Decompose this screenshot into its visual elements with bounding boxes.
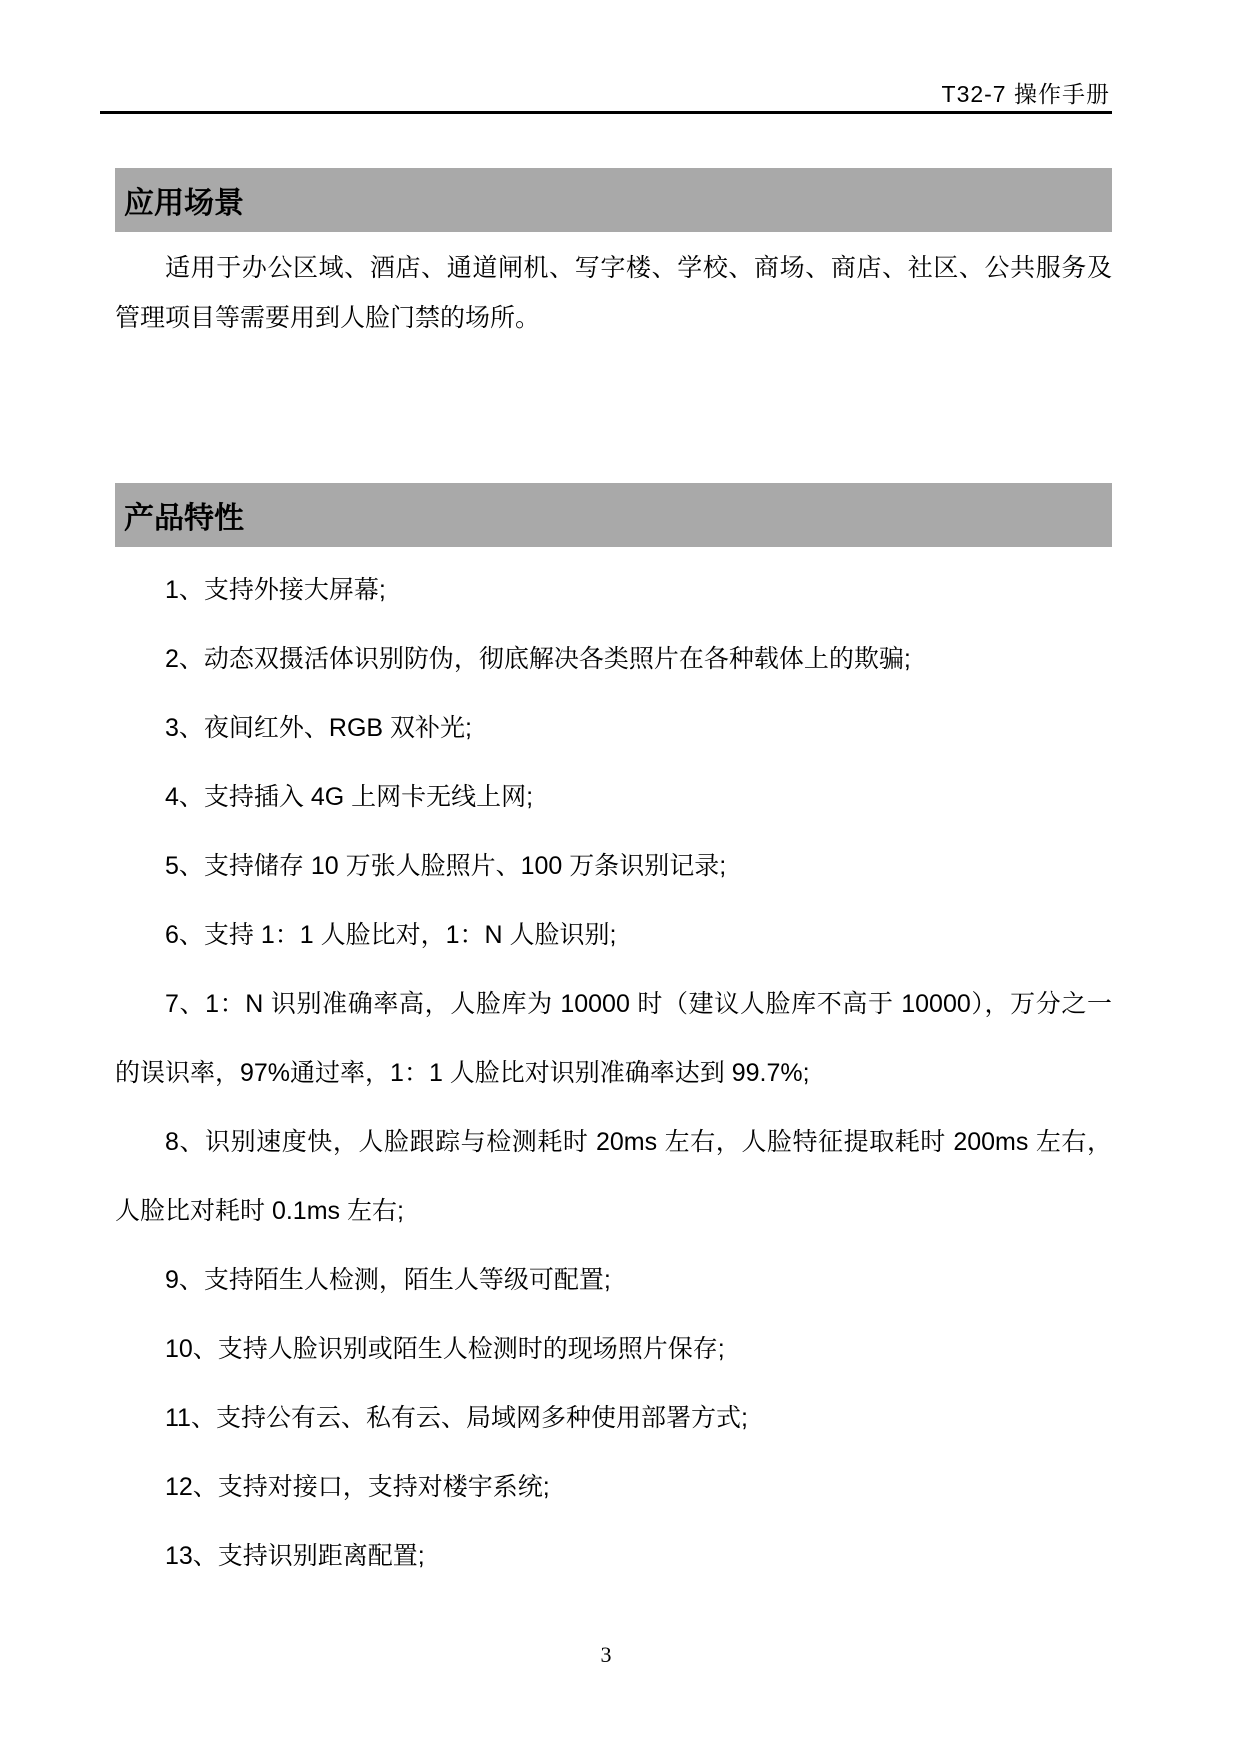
feature-item: 5、支持储存 10 万张人脸照片、100 万条识别记录; (165, 852, 727, 880)
feature-item: 12、支持对接口，支持对楼宇系统; (165, 1473, 550, 1501)
section-heading-label: 应用场景 (124, 187, 244, 220)
feature-item: 9、支持陌生人检测，陌生人等级可配置; (165, 1266, 611, 1294)
feature-item: 6、支持 1：1 人脸比对，1：N 人脸识别; (165, 921, 617, 949)
section-heading-label: 产品特性 (124, 502, 244, 535)
feature-item: 2、动态双摄活体识别防伪，彻底解决各类照片在各种载体上的欺骗; (165, 645, 911, 673)
feature-item: 11、支持公有云、私有云、局域网多种使用部署方式; (165, 1404, 748, 1432)
page-number: 3 (600, 1642, 612, 1667)
application-scenarios-paragraph: 适用于办公区域、酒店、通道闸机、写字楼、学校、商场、商店、社区、公共服务及管理项目等需要用到人脸门禁的场所。 (115, 254, 1112, 332)
feature-item: 1、支持外接大屏幕; (165, 576, 386, 604)
features-list (115, 556, 1112, 1591)
feature-item: 7、1：N 识别准确率高，人脸库为 10000 时（建议人脸库不高于 10000），万分之一的误识率，97%通过率，1：1 人脸比对识别准确率达到 99.7%; (115, 990, 1112, 1087)
section-heading-features (115, 483, 1112, 547)
feature-item: 10、支持人脸识别或陌生人检测时的现场照片保存; (165, 1335, 725, 1363)
feature-item: 13、支持识别距离配置; (165, 1542, 425, 1570)
feature-item: 4、支持插入 4G 上网卡无线上网; (165, 783, 534, 811)
section-heading-application (115, 168, 1112, 232)
feature-item: 8、识别速度快，人脸跟踪与检测耗时 20ms 左右，人脸特征提取耗时 200ms 左右，人脸比对耗时 0.1ms 左右; (115, 1128, 1112, 1225)
feature-item: 3、夜间红外、RGB 双补光; (165, 714, 472, 742)
header-rule-divider (100, 111, 1112, 114)
page-header-title: T32-7 操作手册 (941, 81, 1110, 107)
